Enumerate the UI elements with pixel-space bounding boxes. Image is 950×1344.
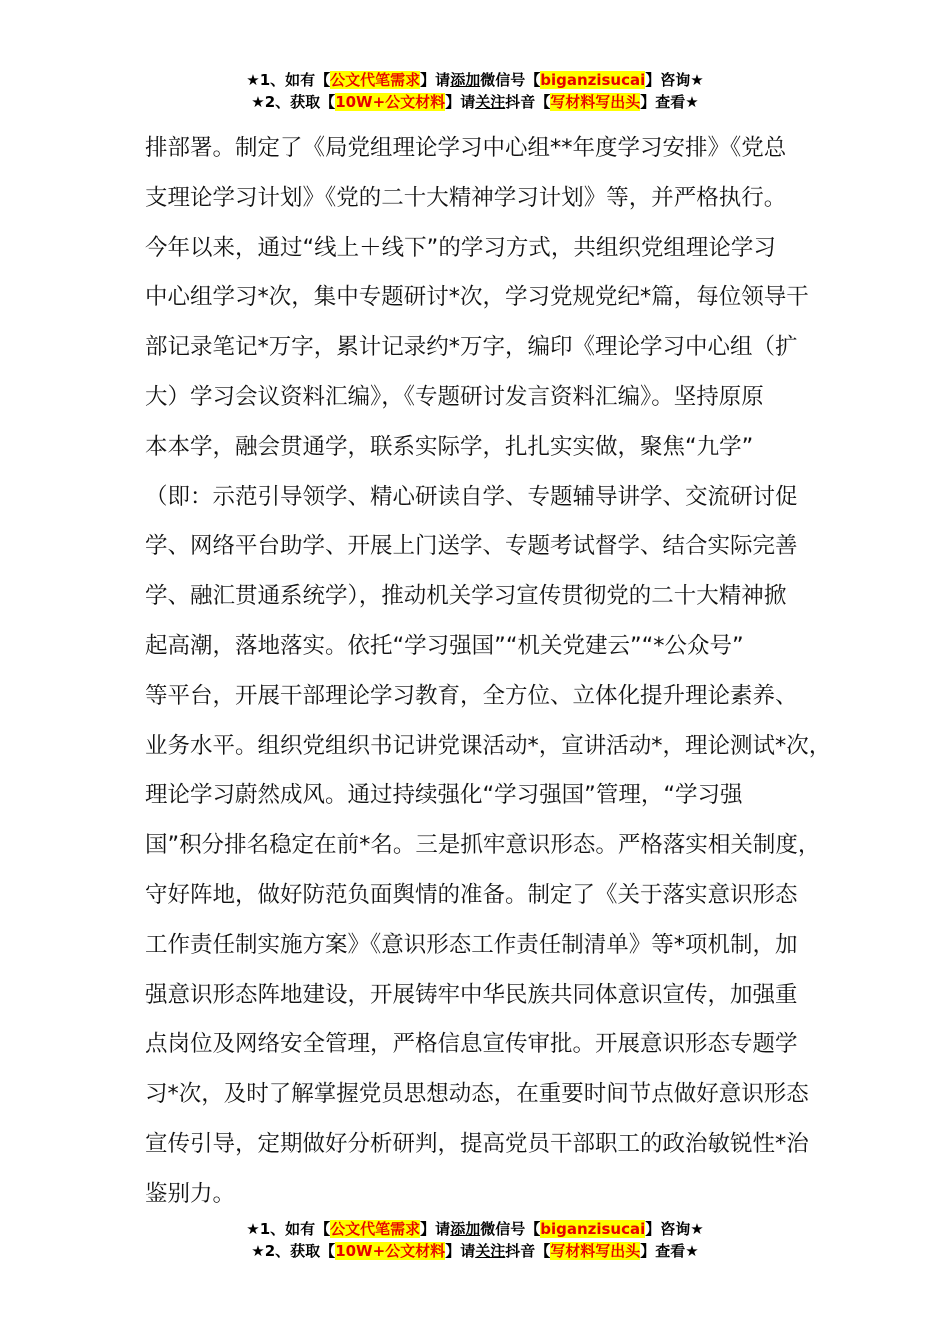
douyin-account-highlight: 写材料写出头 [550, 93, 641, 111]
paragraph-line: 学、融汇贯通系统学），推动机关学习宣传贯彻党的二十大精神掀 [145, 583, 787, 610]
footer-promo-banner [0, 1218, 950, 1262]
paragraph-line: 鉴别力。 [145, 1180, 236, 1207]
wechat-id-highlight: biganzisucai [540, 71, 646, 89]
header-promo-banner [0, 69, 950, 113]
paragraph-line: 大）学习会议资料汇编》，《专题研讨发言资料汇编》。坚持原原 [145, 383, 764, 410]
promo-highlight: 公文代笔需求 [330, 1220, 421, 1238]
paragraph-line: 学、网络平台助学、开展上门送学、专题考试督学、结合实际完善 [145, 533, 798, 560]
paragraph-line: 今年以来，通过“线上＋线下”的学习方式，共组织党组理论学习 [145, 234, 776, 261]
promo-highlight: 公文代笔需求 [330, 71, 421, 89]
document-body [145, 124, 835, 1220]
promo-line-2: ★2、获取【10W+公文材料】请关注抖音【写材料写出头】查看★ [251, 93, 699, 111]
paragraph-line: 国”积分排名稳定在前*名。三是抓牢意识形态。严格落实相关制度， [145, 832, 821, 859]
promo-line-1: ★1、如有【公文代笔需求】请添加微信号【biganzisucai】咨询★ [246, 1220, 704, 1238]
promo-highlight: 10W+公文材料 [335, 93, 446, 111]
paragraph-line: 中心组学习*次，集中专题研讨*次，学习党规党纪*篇，每位领导干 [145, 284, 809, 311]
wechat-id-highlight: biganzisucai [540, 1220, 646, 1238]
paragraph-line: 业务水平。组织党组织书记讲党课活动*，宣讲活动*，理论测试*次， [145, 732, 832, 759]
paragraph-line: 工作责任制实施方案》《意识形态工作责任制清单》等*项机制，加 [145, 931, 798, 958]
paragraph-line: 起高潮，落地落实。依托“学习强国”“机关党建云”“*公众号” [145, 632, 744, 659]
paragraph-line: 排部署。制定了《局党组理论学习中心组**年度学习安排》《党总 [145, 135, 787, 161]
paragraph-line: 强意识形态阵地建设，开展铸牢中华民族共同体意识宣传，加强重 [145, 981, 798, 1008]
paragraph-line: 部记录笔记*万字，累计记录约*万字，编印《理论学习中心组（扩 [145, 334, 798, 361]
promo-highlight: 10W+公文材料 [335, 1242, 446, 1260]
douyin-account-highlight: 写材料写出头 [550, 1242, 641, 1260]
paragraph-line: 理论学习蔚然成风。通过持续强化“学习强国”管理，“学习强 [145, 782, 743, 809]
paragraph-line: 支理论学习计划》《党的二十大精神学习计划》等，并严格执行。 [145, 184, 787, 211]
paragraph-line: 守好阵地，做好防范负面舆情的准备。制定了《关于落实意识形态 [145, 881, 798, 908]
paragraph-line: （即：示范引导领学、精心研读自学、专题辅导讲学、交流研讨促 [145, 483, 798, 510]
promo-line-2: ★2、获取【10W+公文材料】请关注抖音【写材料写出头】查看★ [251, 1242, 699, 1260]
paragraph-line: 宣传引导，定期做好分析研判，提高党员干部职工的政治敏锐性*治 [145, 1130, 809, 1157]
paragraph-line: 点岗位及网络安全管理，严格信息宣传审批。开展意识形态专题学 [145, 1031, 798, 1058]
promo-line-1: ★1、如有【公文代笔需求】请添加微信号【biganzisucai】咨询★ [246, 71, 704, 89]
paragraph-line: 本本学，融会贯通学，联系实际学，扎扎实实做，聚焦“九学” [145, 433, 754, 460]
paragraph-line: 等平台，开展干部理论学习教育，全方位、立体化提升理论素养、 [145, 682, 798, 709]
paragraph-line: 习*次，及时了解掌握党员思想动态，在重要时间节点做好意识形态 [145, 1081, 809, 1108]
